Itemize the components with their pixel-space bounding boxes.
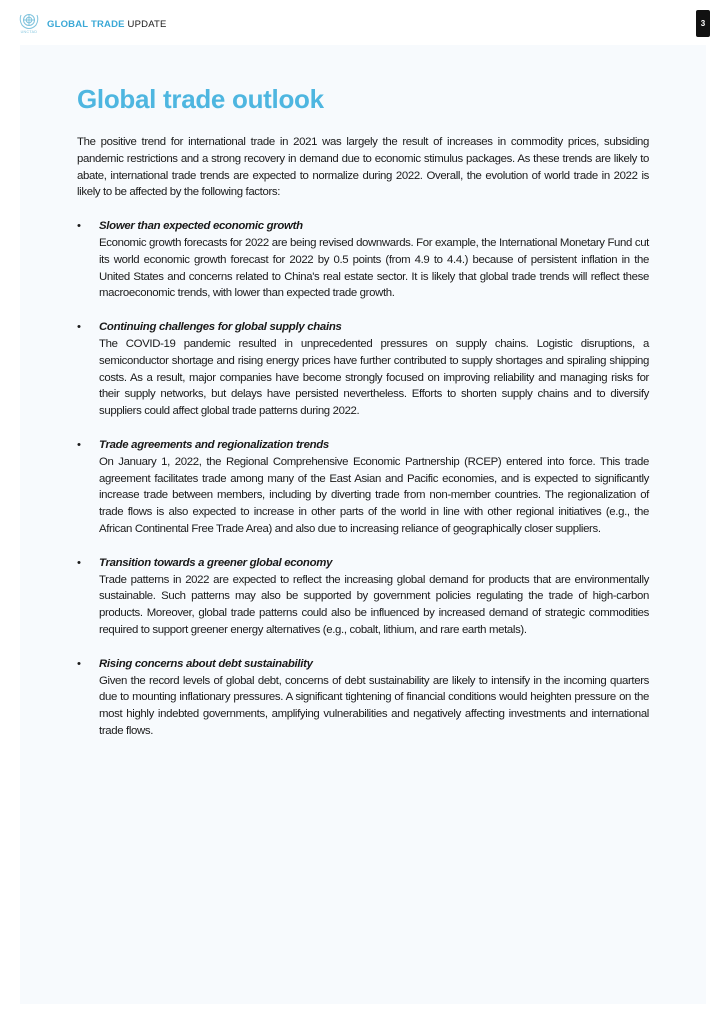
bullet-icon: • <box>77 220 81 233</box>
list-item-heading: Slower than expected economic growth <box>99 220 303 233</box>
un-logo <box>18 11 40 37</box>
list-item <box>77 555 649 639</box>
list-item-text: Trade patterns in 2022 are expected to reflect the increasing global demand for products that are environmentally sustainable. Such patterns may also be supported by government policies regulating the trade of high-carbon products. Moreover, global trade patterns could also be influenced by increased demand of strategic commodities required to support greener energy alternatives (e.g., cobalt, lithium, and rare earth metals). <box>99 573 649 636</box>
list-item <box>77 437 649 538</box>
bullet-icon: • <box>77 321 81 334</box>
list-item-text: Economic growth forecasts for 2022 are being revised downwards. For example, the International Monetary Fund cut its world economic growth forecast for 2022 by 0.5 points (from 4.9 to 4.4.) because of persistent inflation in the United States and concerns related to China's real estate sector. It is likely that global trade trends will reflect these macroeconomic trends, with lower than expected trade growth. <box>99 236 649 300</box>
list-item-text: Given the record levels of global debt, concerns of debt sustainability are likely to intensify in the incoming quarters due to mounting inflationary pressures. A significant tightening of financial conditions would heighten pressure on the most highly indebted governments, amplifying vulnerabilities and negatively affecting investments and international trade flows. <box>99 674 649 737</box>
page-number: 3 <box>696 10 710 37</box>
bullet-icon: • <box>77 556 81 569</box>
publication-title-plain: UPDATE <box>124 19 167 30</box>
bullet-icon: • <box>77 657 81 670</box>
page-title: Global trade outlook <box>77 84 324 114</box>
main-content <box>77 84 649 757</box>
list-item-heading: Transition towards a greener global economy <box>99 556 333 569</box>
publication-title <box>47 19 167 30</box>
logo-caption: UNCTAD <box>20 30 38 34</box>
page-header <box>0 0 724 44</box>
list-item <box>77 656 649 740</box>
un-emblem-icon <box>18 11 40 30</box>
publication-title-accent: GLOBAL TRADE <box>47 19 125 30</box>
bullet-icon: • <box>77 438 81 451</box>
list-item-text: On January 1, 2022, the Regional Comprehensive Economic Partnership (RCEP) entered into force. This trade agreement facilitates trade among many of the East Asian and Pacific economies, and is expected to significantly increase trade between members, including by diverting trade from non-member countries. The regionalization of trade flows is also expected to increase in other parts of the world in line with other regional initiatives (e.g., the African Continental Free Trade Area) and also due to increasing reliance of geographically closer suppliers. <box>99 455 649 535</box>
list-item-heading: Rising concerns about debt sustainability <box>99 657 313 670</box>
list-item-heading: Continuing challenges for global supply chains <box>99 321 342 334</box>
list-item-heading: Trade agreements and regionalization trends <box>99 438 329 451</box>
list-item <box>77 319 649 420</box>
list-item-text: The COVID-19 pandemic resulted in unprecedented pressures on supply chains. Logistic disruptions, a semiconductor shortage and rising energy prices have further contributed to supply shortages and spiraling shipping costs. As a result, major companies have become strongly focused on improving reliability and managing risks for their supply networks, but delays have persisted nevertheless. Efforts to shorten supply chains and to diversify suppliers could affect global trade patterns during 2022. <box>99 337 649 418</box>
list-item <box>77 218 649 302</box>
intro-paragraph: The positive trend for international trade in 2021 was largely the result of increases in commodity prices, subsiding pandemic restrictions and a strong recovery in demand due to economic stimulus packages. As these trends are likely to abate, international trade trends are expected to normalize during 2022. Overall, the evolution of world trade in 2022 is likely to be affected by the following factors: <box>77 136 649 199</box>
